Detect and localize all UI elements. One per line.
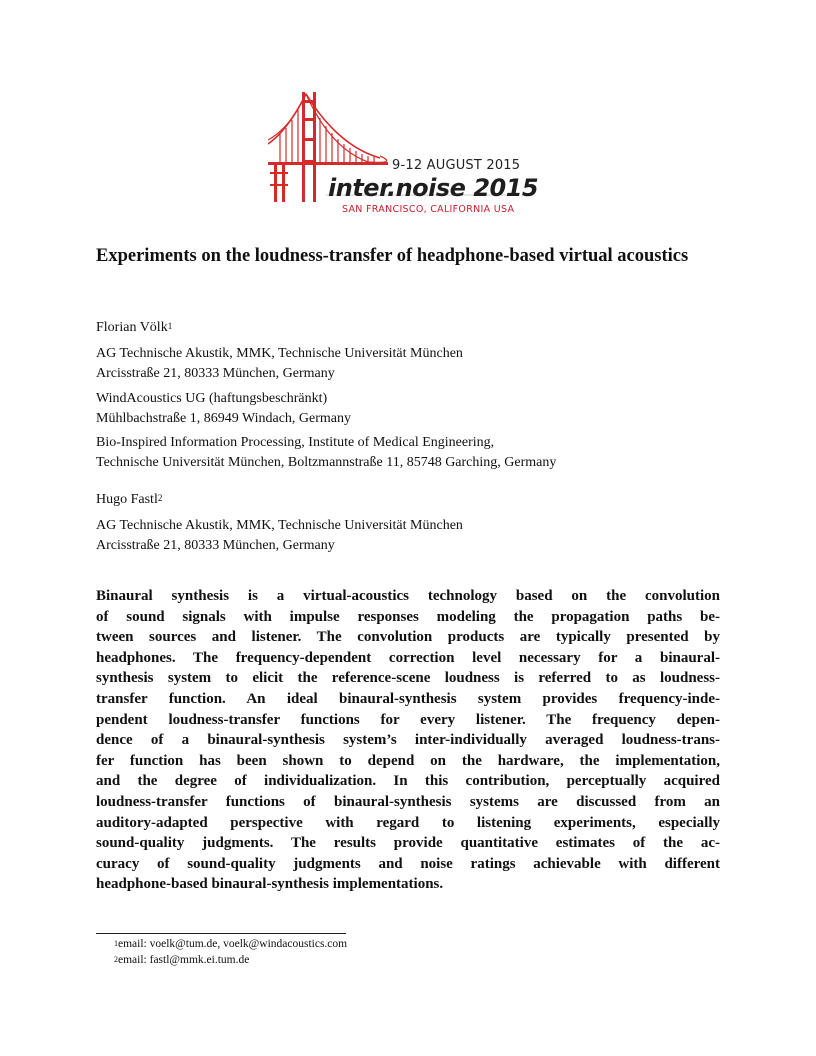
footnote	[114, 936, 347, 952]
conference-location: SAN FRANCISCO, CALIFORNIA USA	[342, 204, 515, 215]
affiliation-line: AG Technische Akustik, MMK, Technische Universität München	[96, 346, 463, 361]
author-name	[96, 318, 172, 338]
affiliation-line: Technische Universität München, Boltzmannstraße 11, 85748 Garching, Germany	[96, 455, 557, 470]
abstract-line: Binaural synthesis is a virtual-acoustics technology based on the convolution	[96, 588, 720, 604]
abstract-line: curacy of sound-quality judgments and noise ratings achievable with different	[96, 855, 720, 872]
abstract-line: headphone-based binaural-synthesis implementations.	[96, 876, 444, 893]
abstract-line: of sound signals with impulse responses modeling the propagation paths be-	[96, 608, 720, 625]
footnote-text: email: fastl@mmk.ei.tum.de	[118, 954, 250, 966]
footnote-mark: 1	[167, 321, 173, 331]
conference-logo	[268, 88, 539, 220]
footnote-text: email: voelk@tum.de, voelk@windacoustics.com	[118, 938, 348, 950]
affiliation	[96, 389, 351, 429]
affiliation-line: Arcisstraße 21, 80333 München, Germany	[96, 538, 335, 553]
abstract-line: dence of a binaural-synthesis system’s inter-individually averaged loudness-trans-	[96, 732, 720, 749]
footnote	[114, 952, 347, 968]
paper-title: Experiments on the loudness-transfer of headphone-based virtual acoustics	[96, 246, 689, 266]
affiliation-line: Bio-Inspired Information Processing, Institute of Medical Engineering,	[96, 435, 495, 450]
abstract-line: synthesis system to elicit the reference-scene loudness is referred to as loudness-	[96, 670, 720, 687]
conference-brand: inter.noise 2015	[328, 174, 539, 202]
footnote-mark: 2	[114, 955, 118, 964]
footnote-divider	[96, 933, 346, 934]
abstract-line: pendent loudness-transfer functions for every listener. The frequency depen-	[96, 711, 720, 728]
affiliation-line: Arcisstraße 21, 80333 München, Germany	[96, 366, 335, 381]
abstract-line: sound-quality judgments. The results provide quantitative estimates of the ac-	[96, 835, 720, 852]
footnote-mark: 2	[157, 493, 163, 503]
abstract-line: tween sources and listener. The convolution products are typically presented by	[96, 629, 720, 646]
abstract-line: fer function has been shown to depend on the hardware, the implementation,	[96, 752, 720, 769]
abstract-line: loudness-transfer functions of binaural-synthesis systems are discussed from an	[96, 793, 720, 810]
author-name	[96, 490, 162, 510]
conference-date: 9-12 AUGUST 2015	[392, 158, 521, 173]
abstract	[96, 586, 720, 895]
abstract-line: auditory-adapted perspective with regard to listening experiments, especially	[96, 814, 720, 831]
author-name-text: Florian Völk	[96, 320, 168, 335]
abstract-line: headphones. The frequency-dependent correction level necessary for a binaural-	[96, 649, 720, 666]
affiliation-line: AG Technische Akustik, MMK, Technische Universität München	[96, 518, 463, 533]
abstract-line: transfer function. An ideal binaural-synthesis system provides frequency-inde-	[96, 690, 720, 707]
affiliation-line: Mühlbachstraße 1, 86949 Windach, Germany	[96, 411, 352, 426]
footnote-mark: 1	[114, 939, 118, 948]
affiliation	[96, 433, 556, 473]
affiliation	[96, 344, 463, 384]
affiliation	[96, 516, 463, 556]
abstract-line: and the degree of individualization. In this contribution, perceptually acquired	[96, 773, 720, 790]
affiliation-line: WindAcoustics UG (haftungsbeschränkt)	[96, 391, 328, 406]
author-name-text: Hugo Fastl	[96, 492, 158, 507]
footnotes	[114, 936, 347, 968]
